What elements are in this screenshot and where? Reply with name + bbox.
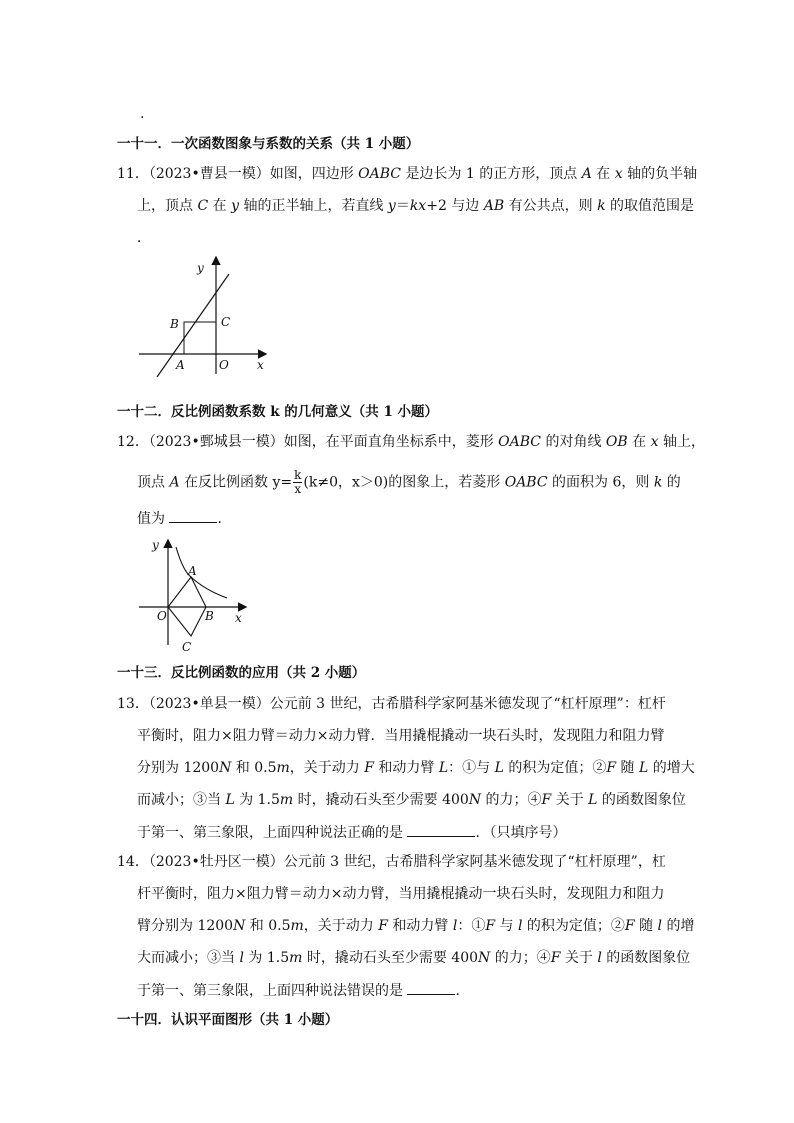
question-11-line-3: ． (137, 230, 151, 246)
square-oabc (184, 322, 216, 354)
label-a: A (188, 564, 197, 578)
label-x: x (257, 358, 264, 372)
answer-blank-12[interactable] (169, 508, 217, 523)
label-b: B (170, 317, 179, 331)
section-14-heading: 一十四．认识平面图形（共 1 小题） (117, 1012, 339, 1028)
answer-blank-13[interactable] (407, 822, 475, 837)
label-o: O (157, 609, 167, 623)
label-y: y (152, 538, 159, 552)
question-12-line-1: 12．（2023•鄄城县一模）如图，在平面直角坐标系中，菱形 OABC 的对角线 OB 在 x 轴上， (117, 434, 705, 450)
question-12-figure (135, 535, 250, 655)
question-14-line-3: 臂分别为 1200N 和 0.5m，关于动力 F 和动力臂 l：①F 与 l 的积为定值；②F 随 l 的增 (137, 918, 695, 934)
hyperbola-curve (176, 547, 227, 598)
question-13-line-1: 13．（2023•单县一模）公元前 3 世纪，古希腊科学家阿基米德发现了“杠杆原理”：杠杆 (117, 696, 666, 712)
question-11-figure (135, 252, 275, 377)
section-11-heading: 一十一．一次函数图象与系数的关系（共 1 小题） (117, 136, 420, 152)
question-14-line-1: 14．（2023•牡丹区一模）公元前 3 世纪，古希腊科学家阿基米德发现了“杠杆原理”，杠 (117, 854, 666, 870)
question-13-line-5: 于第一、第三象限，上面四种说法正确的是 ．（只填序号） (137, 822, 566, 843)
question-13-line-4: 而减小；③当 L 为 1.5m 时，撬动石头至少需要 400N 的力；④F 关于 L 的函数图象位 (137, 792, 686, 808)
answer-blank-14[interactable] (407, 980, 455, 995)
leading-dot: . (140, 106, 145, 122)
label-y: y (197, 261, 204, 275)
label-c: C (221, 315, 231, 329)
question-11-line-1: 11．（2023•曹县一模）如图，四边形 OABC 是边长为 1 的正方形，顶点 A 在 x 轴的负半轴 (117, 166, 698, 182)
label-x: x (235, 611, 242, 625)
label-a: A (176, 358, 185, 372)
label-b: B (205, 609, 214, 623)
question-14-line-2: 杆平衡时，阻力×阻力臂＝动力×动力臂，当用撬棍撬动一块石头时，发现阻力和阻力 (137, 886, 665, 902)
fraction-k-over-x: $\frac{k}{x}$ (294, 468, 302, 496)
question-13-line-2: 平衡时，阻力×阻力臂＝动力×动力臂．当用撬棍撬动一块石头时，发现阻力和阻力臂 (137, 728, 665, 744)
question-14-line-5: 于第一、第三象限，上面四种说法错误的是 ． (137, 980, 469, 1001)
question-12-line-2: 顶点 A 在反比例函数 y= $\frac{k}{x}$ (k≠0，x＞0)的图象上，若菱形 OABC 的面积为 6，则 k 的 (137, 468, 681, 496)
question-14-line-4: 大而减小；③当 l 为 1.5m 时，撬动石头至少需要 400N 的力；④F 关于 l 的函数图象位 (137, 950, 691, 966)
section-13-heading: 一十三．反比例函数的应用（共 2 小题） (117, 665, 366, 681)
label-o: O (219, 358, 229, 372)
label-c: C (182, 640, 192, 654)
question-11-line-2: 上，顶点 C 在 y 轴的正半轴上，若直线 y＝kx+2 与边 AB 有公共点，则 k 的取值范围是 (137, 198, 695, 214)
question-13-line-3: 分别为 1200N 和 0.5m，关于动力 F 和动力臂 L：①与 L 的积为定值；②F 随 L 的增大 (137, 760, 695, 776)
section-12-heading: 一十二．反比例函数系数 k 的几何意义（共 1 小题） (117, 404, 439, 420)
question-12-line-3: 值为 ． (137, 508, 231, 529)
